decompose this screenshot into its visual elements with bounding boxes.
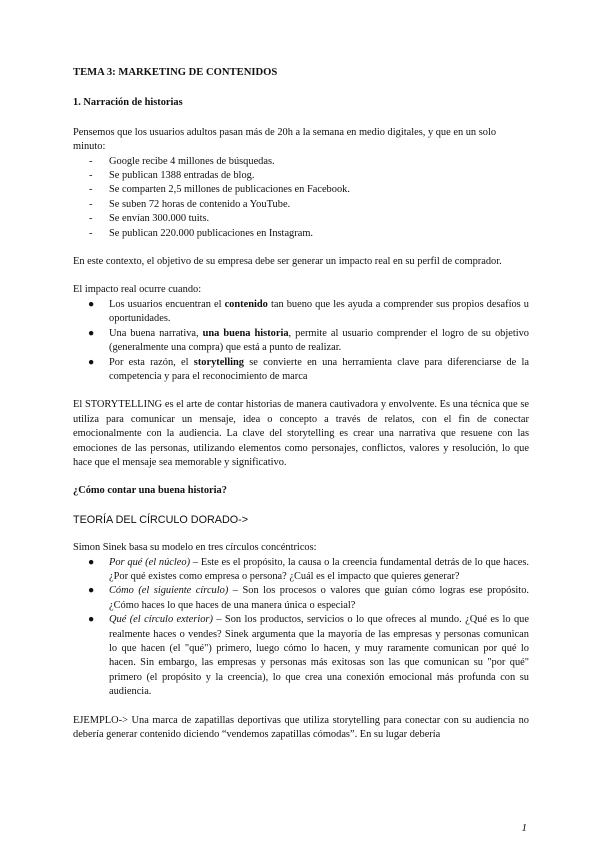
subsection-heading: ¿Cómo contar una buena historia? [73, 485, 227, 497]
section-heading: 1. Narración de historias [73, 97, 183, 109]
circles-list [73, 556, 529, 700]
list-item: ● Por qué (el núcleo) – Este es el propósito, la causa o la creencia fundamental detrás de lo que haces. ¿Por qué existes como empresa o persona? ¿Cuál es el impacto que quieres generar? [88, 556, 529, 582]
example-paragraph: EJEMPLO-> Una marca de zapatillas deportivas que utiliza storytelling para conectar con su audiencia no debería generar contenido diciendo “vendemos zapatillas cómodas”. En su lugar debería [73, 714, 529, 741]
bullet-icon: ● [88, 556, 95, 568]
document-page [73, 66, 529, 742]
list-item: - Se publican 1388 entradas de blog. [73, 169, 529, 183]
page-number: 1 [521, 822, 527, 834]
bullet-icon: ● [88, 585, 95, 597]
bullet-icon: ● [88, 614, 95, 626]
list-item: - Se publican 220.000 publicaciones en Instagram. [73, 227, 529, 241]
document-title: TEMA 3: MARKETING DE CONTENIDOS [73, 67, 278, 78]
list-item: - Se comparten 2,5 millones de publicaciones en Facebook. [73, 183, 529, 197]
list-item: ● Cómo (el siguiente círculo) – Son los procesos o valores que guían cómo logras ese propósito. ¿Cómo haces lo que haces de una manera única o especial? [88, 585, 529, 611]
bullet-icon: ● [88, 298, 95, 310]
context-paragraph: En este contexto, el objetivo de su empresa debe ser generar un impacto real en su perfil de comprador. [73, 256, 502, 268]
intro-paragraph: Pensemos que los usuarios adultos pasan más de 20h a la semana en medio digitales, y que en un solo minuto: [73, 126, 497, 153]
golden-circle-heading: TEORÍA DEL CÍRCULO DORADO-> [73, 513, 249, 526]
sinek-intro: Simon Sinek basa su modelo en tres círculos concéntricos: [73, 542, 317, 554]
list-item: ● Qué (el círculo exterior) – Son los productos, servicios o lo que ofreces al mundo. ¿Qué es lo que realmente haces o vendes? Sinek argumenta que la mayoría de las empresas y personas comunican lo que hacen (el "qué") primero, luego cómo lo hacen, y muy raramente comunican por qué lo hacen. Sin embargo, las empresas y personas más exitosas son las que comunican su "por qué" primero (el propósito y la creencia), lo que crea una conexión emocional más profunda con su audiencia. [88, 614, 529, 698]
list-item: - Google recibe 4 millones de búsquedas. [73, 155, 529, 169]
bullet-icon: ● [88, 356, 95, 368]
list-item: ● Por esta razón, el storytelling se convierte en una herramienta clave para diferenciarse de la competencia y para el reconocimiento de marca [88, 356, 530, 382]
list-item: - Se envían 300.000 tuits. [73, 212, 529, 226]
impact-list [73, 298, 529, 384]
stats-list [73, 155, 529, 241]
impact-intro: El impacto real ocurre cuando: [73, 284, 202, 296]
list-item: - Se suben 72 horas de contenido a YouTube. [73, 198, 529, 212]
bullet-icon: ● [88, 327, 95, 339]
list-item: ● Una buena narrativa, una buena historia, permite al usuario comprender el logro de su objetivo (generalmente una compra) que está a punto de realizar. [88, 327, 530, 354]
list-item: ● Los usuarios encuentran el contenido tan bueno que les ayuda a comprender sus propios desafíos u oportunidades. [88, 298, 529, 325]
storytelling-definition: El STORYTELLING es el arte de contar historias de manera cautivadora y envolvente. Es una técnica que se utiliza para comunicar un mensaje, idea o concepto a través de relatos, con el fin de conectar emocionalmente con la audiencia. La clave del storytelling es crear una narrativa que resuene con las emociones de las personas, utilizando elementos como personajes, conflictos, valores y resolución, lo que hace que el mensaje sea memorable y significativo. [73, 399, 529, 468]
